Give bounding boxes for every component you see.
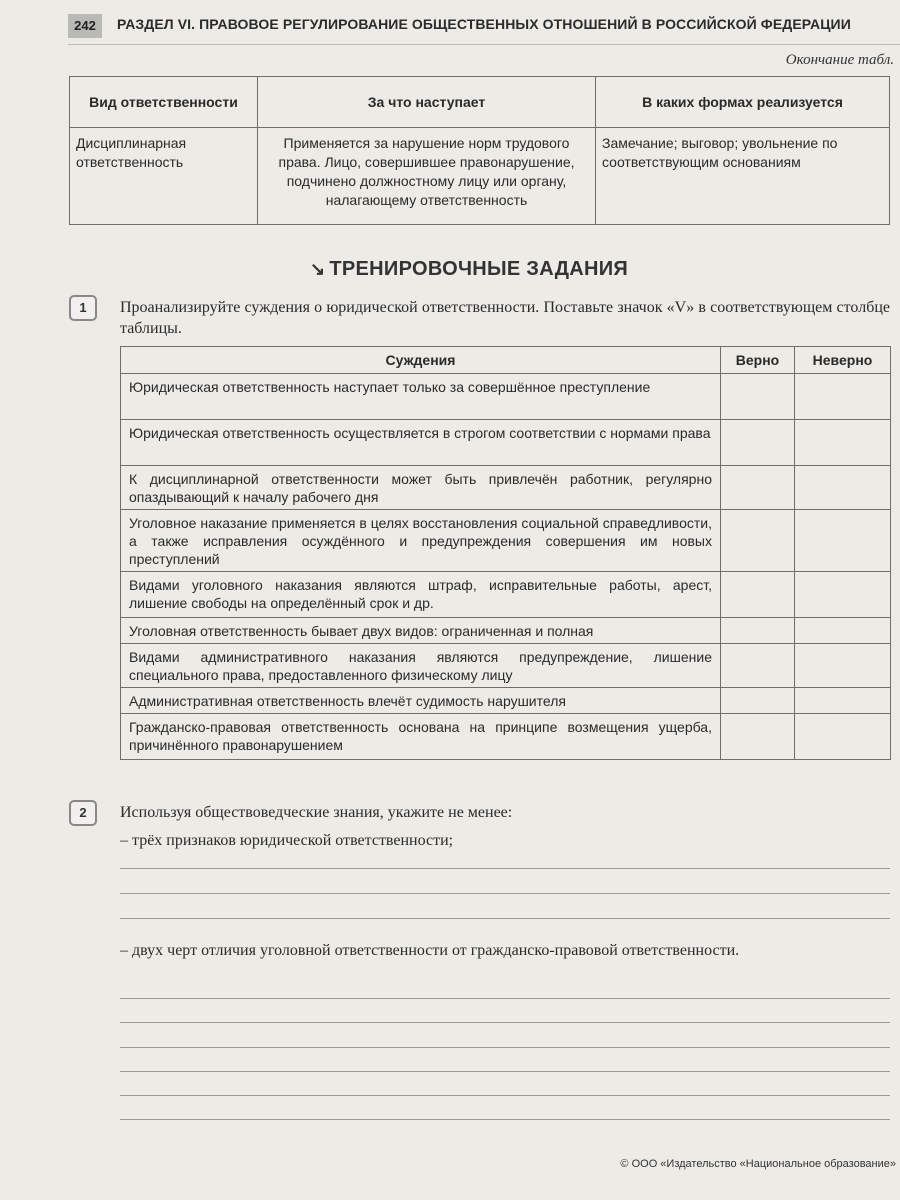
table-continuation-label: Окончание табл. bbox=[785, 52, 894, 68]
cell-type: Дисциплинарная ответственность bbox=[70, 128, 258, 225]
true-checkbox-cell[interactable] bbox=[721, 420, 795, 466]
answer-line[interactable] bbox=[120, 1095, 890, 1096]
task-2-item-2: – двух черт отличия уголовной ответственности от гражданско-правовой ответственности. bbox=[120, 942, 740, 959]
statement-text: Гражданско-правовая ответственность основана на принципе возмещения ущерба, причинённого правонарушением bbox=[121, 714, 721, 760]
statement-text: Административная ответственность влечёт судимость нарушителя bbox=[121, 688, 721, 714]
table-row bbox=[121, 688, 891, 714]
false-checkbox-cell[interactable] bbox=[795, 688, 891, 714]
answer-line[interactable] bbox=[120, 1119, 890, 1120]
header-statements: Суждения bbox=[121, 347, 721, 374]
statement-text: Видами уголовного наказания являются штраф, исправительные работы, арест, лишение свободы на определённый срок и др. bbox=[121, 572, 721, 618]
task-2-number: 2 bbox=[69, 800, 97, 826]
statement-text: Уголовная ответственность бывает двух видов: ограниченная и полная bbox=[121, 618, 721, 644]
header-false: Неверно bbox=[795, 347, 891, 374]
task-2-item-1: – трёх признаков юридической ответственности; bbox=[120, 832, 454, 849]
statement-text: Юридическая ответственность осуществляется в строгом соответствии с нормами права bbox=[121, 420, 721, 466]
false-checkbox-cell[interactable] bbox=[795, 644, 891, 688]
table-row bbox=[121, 714, 891, 760]
table-header-row bbox=[121, 347, 891, 374]
answer-line[interactable] bbox=[120, 868, 890, 869]
table-row bbox=[70, 128, 890, 225]
section-title-text: ТРЕНИРОВОЧНЫЕ ЗАДАНИЯ bbox=[329, 258, 629, 280]
false-checkbox-cell[interactable] bbox=[795, 618, 891, 644]
table-row bbox=[121, 618, 891, 644]
true-checkbox-cell[interactable] bbox=[721, 644, 795, 688]
section-title bbox=[310, 258, 628, 281]
header-type: Вид ответственности bbox=[70, 77, 258, 128]
true-checkbox-cell[interactable] bbox=[721, 466, 795, 510]
arrow-down-right-icon: ↘ bbox=[310, 259, 326, 279]
statement-text: К дисциплинарной ответственности может быть привлечён работник, регулярно опаздывающий к началу рабочего дня bbox=[121, 466, 721, 510]
task-1-instruction: Проанализируйте суждения о юридической ответственности. Поставьте значок «V» в соответствующем столбце таблицы. bbox=[120, 299, 890, 337]
task-2-instruction: Используя обществоведческие знания, укажите не менее: bbox=[120, 804, 513, 821]
true-checkbox-cell[interactable] bbox=[721, 714, 795, 760]
false-checkbox-cell[interactable] bbox=[795, 374, 891, 420]
answer-line[interactable] bbox=[120, 918, 890, 919]
responsibility-table bbox=[69, 76, 890, 225]
answer-line[interactable] bbox=[120, 1071, 890, 1072]
false-checkbox-cell[interactable] bbox=[795, 466, 891, 510]
task-1-number: 1 bbox=[69, 295, 97, 321]
statement-text: Юридическая ответственность наступает только за совершённое преступление bbox=[121, 374, 721, 420]
header-divider bbox=[68, 44, 900, 45]
table-header-row bbox=[70, 77, 890, 128]
publisher-copyright: © ООО «Издательство «Национальное образование» bbox=[620, 1158, 896, 1170]
answer-line[interactable] bbox=[120, 998, 890, 999]
judgements-table bbox=[120, 346, 891, 760]
cell-forms: Замечание; выговор; увольнение по соответствующим основаниям bbox=[596, 128, 890, 225]
answer-line[interactable] bbox=[120, 893, 890, 894]
true-checkbox-cell[interactable] bbox=[721, 618, 795, 644]
true-checkbox-cell[interactable] bbox=[721, 510, 795, 572]
true-checkbox-cell[interactable] bbox=[721, 572, 795, 618]
table-row bbox=[121, 420, 891, 466]
statement-text: Уголовное наказание применяется в целях восстановления социальной справедливости, а также исправления осуждённого и предупреждения совершения им новых преступлений bbox=[121, 510, 721, 572]
table-row bbox=[121, 572, 891, 618]
table-row bbox=[121, 374, 891, 420]
table-row bbox=[121, 510, 891, 572]
page-number: 242 bbox=[68, 14, 102, 38]
false-checkbox-cell[interactable] bbox=[795, 714, 891, 760]
table-row bbox=[121, 644, 891, 688]
true-checkbox-cell[interactable] bbox=[721, 688, 795, 714]
header-forms: В каких формах реализуется bbox=[596, 77, 890, 128]
answer-line[interactable] bbox=[120, 1047, 890, 1048]
false-checkbox-cell[interactable] bbox=[795, 572, 891, 618]
statement-text: Видами административного наказания являются предупреждение, лишение специального права, предоставленного физическому лицу bbox=[121, 644, 721, 688]
false-checkbox-cell[interactable] bbox=[795, 510, 891, 572]
chapter-title: РАЗДЕЛ VI. ПРАВОВОЕ РЕГУЛИРОВАНИЕ ОБЩЕСТВЕННЫХ ОТНОШЕНИЙ В РОССИЙСКОЙ ФЕДЕРАЦИИ bbox=[117, 16, 851, 32]
true-checkbox-cell[interactable] bbox=[721, 374, 795, 420]
answer-line[interactable] bbox=[120, 1022, 890, 1023]
header-true: Верно bbox=[721, 347, 795, 374]
header-basis: За что наступает bbox=[258, 77, 596, 128]
cell-basis: Применяется за нарушение норм трудового права. Лицо, совершившее правонарушение, подчинено должностному лицу или органу, налагающему ответственность bbox=[258, 128, 596, 225]
table-row bbox=[121, 466, 891, 510]
false-checkbox-cell[interactable] bbox=[795, 420, 891, 466]
